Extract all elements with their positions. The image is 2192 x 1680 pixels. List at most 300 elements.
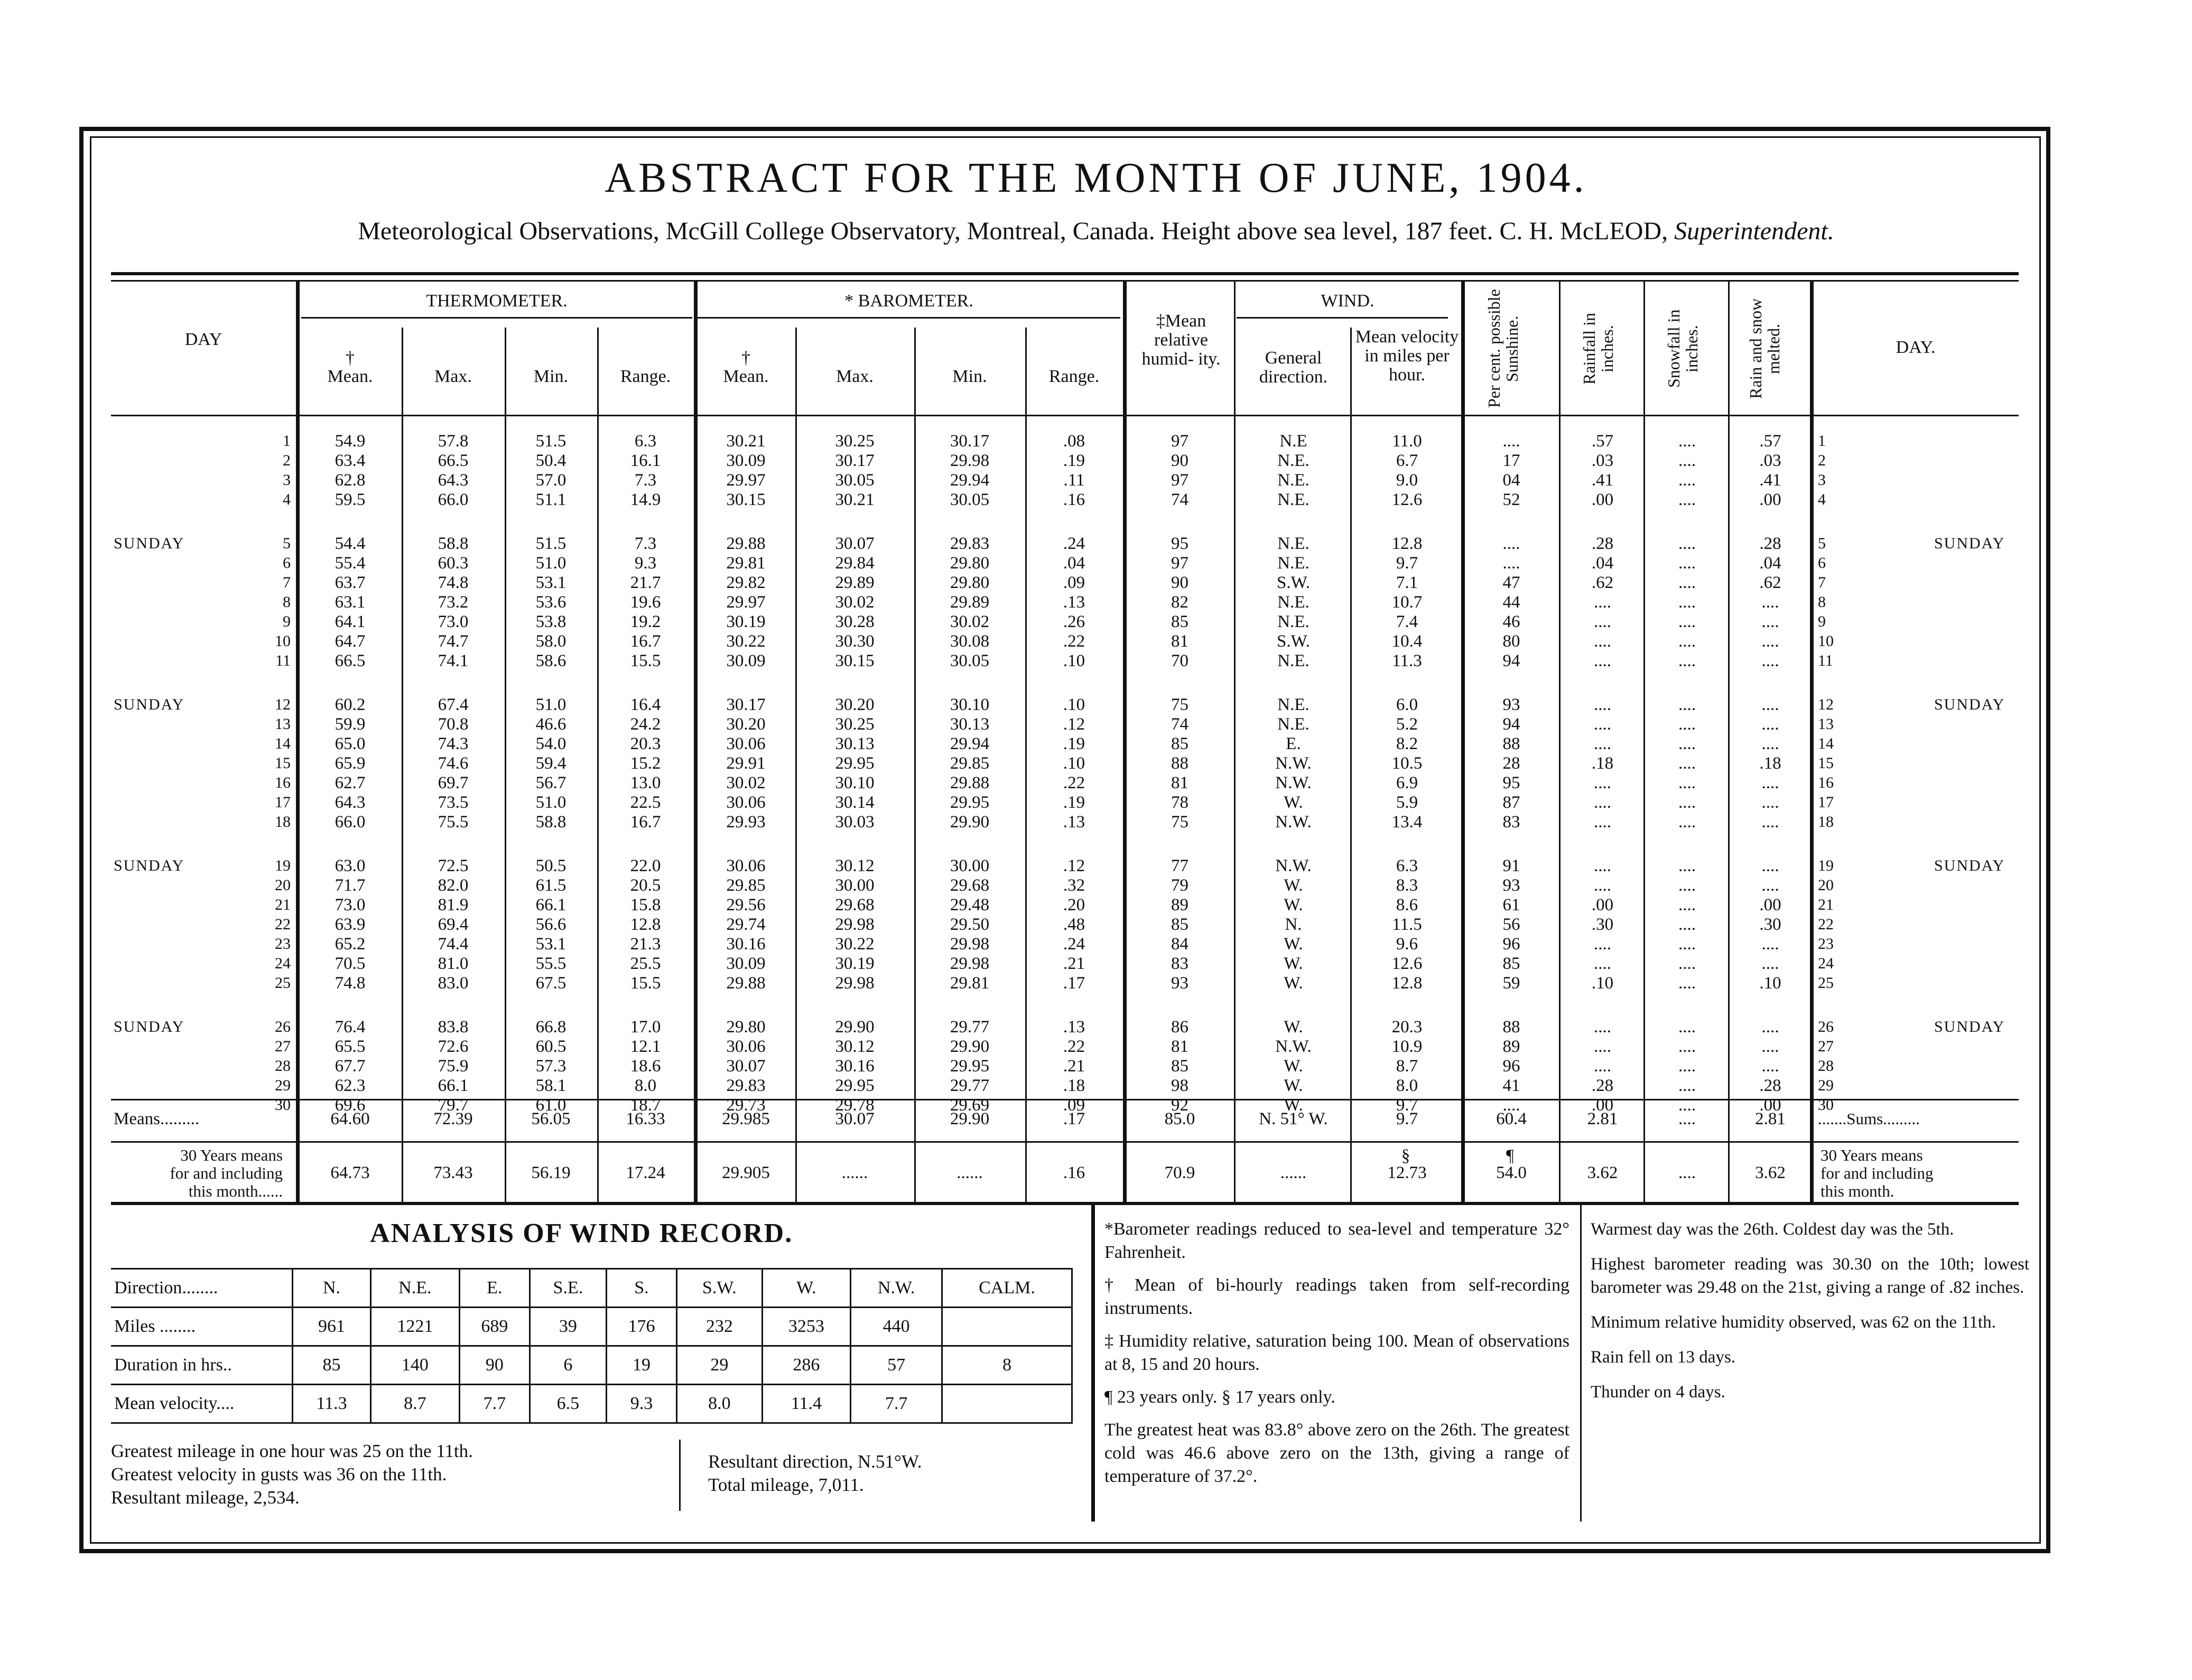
miles-cell: [942, 1308, 1072, 1346]
cell-tx: 74.3: [438, 734, 469, 753]
headers-cell: S.E.: [530, 1269, 606, 1308]
cell-h: 79: [1171, 876, 1188, 895]
cell-tm: 64.1: [335, 612, 366, 631]
cell-tx: 66.1: [438, 1076, 469, 1095]
cell-tr: 12.1: [630, 1037, 661, 1056]
cell-h: 98: [1171, 1076, 1188, 1095]
cell-rf: ....: [1594, 856, 1611, 875]
cell-wd: N.E.: [1277, 612, 1309, 631]
cell-br: .09: [1063, 1096, 1085, 1115]
day-number-right: 28: [1818, 1057, 1834, 1075]
page-title: ABSTRACT FOR THE MONTH OF JUNE, 1904.: [605, 155, 1587, 201]
wind-record-table: [111, 1268, 1073, 1424]
day-number: 2: [283, 452, 291, 469]
cell-bm: 30.06: [726, 734, 766, 753]
cell-bn: 29.98: [950, 935, 990, 954]
cell-bn: 29.90: [950, 813, 990, 832]
day-number: 29: [275, 1077, 291, 1094]
cell-bn: 30.05: [950, 490, 990, 509]
cell-bn: 30.00: [950, 856, 990, 875]
cell-bn: 29.95: [950, 793, 990, 812]
cell-tm: 67.7: [335, 1057, 366, 1076]
cell-tx: 79.7: [438, 1096, 469, 1115]
cell-br: .04: [1063, 554, 1085, 573]
cell-tn: 57.0: [535, 471, 566, 490]
cell-bm: 30.17: [726, 695, 766, 714]
cell-bm: 29.88: [726, 534, 766, 553]
cell-sf: ....: [1678, 715, 1696, 734]
cell-ss: 59: [1502, 974, 1520, 993]
cell-tr: 18.7: [630, 1096, 661, 1115]
cell-h: 90: [1171, 573, 1188, 592]
cell-tx: 66.5: [438, 451, 469, 470]
cell-rs: .41: [1759, 471, 1781, 490]
col-header-barometer: * BAROMETER.: [844, 291, 973, 311]
cell-tn: 50.5: [535, 856, 566, 875]
cell-tx: 64.3: [438, 471, 469, 490]
cell-tr: 18.6: [630, 1057, 661, 1076]
cell-br: .13: [1063, 593, 1085, 612]
cell-bn: 29.88: [950, 773, 990, 792]
cell-bm: 30.16: [726, 935, 766, 954]
sunday-label-right: SUNDAY: [1934, 1018, 2005, 1035]
cell-wd: N.W.: [1275, 754, 1312, 773]
cell-tr: 24.2: [630, 715, 661, 734]
wind-record-duration-row: [111, 1346, 1072, 1385]
cell-rs: .28: [1759, 1076, 1781, 1095]
resultant-mileage: Resultant mileage, 2,534.: [111, 1487, 300, 1508]
cell-ss: 61: [1502, 895, 1520, 914]
cell-tm: 54.9: [335, 432, 366, 451]
day-number-right: 2: [1818, 452, 1826, 469]
baro-mean-dagger: †: [741, 348, 750, 368]
cell-rs: ....: [1761, 695, 1779, 714]
cell-br: .19: [1063, 793, 1085, 812]
cell-tn: 66.1: [535, 895, 566, 914]
cell-wd: W.: [1284, 1018, 1303, 1037]
cell-bm: 29.81: [726, 554, 766, 573]
cell-tm: 60.2: [335, 695, 366, 714]
cell-br: .10: [1063, 695, 1085, 714]
col-header-sunshine: Per cent. possible Sunshine.: [1484, 289, 1521, 408]
cell-tx: 67.4: [438, 695, 469, 714]
years-sunshine-mark: ¶: [1506, 1146, 1514, 1165]
duration-cell: 140: [370, 1346, 459, 1385]
cell-h: 90: [1171, 451, 1188, 470]
note-barometer: *Barometer readings reduced to sea-level and temperature 32° Fahrenheit.: [1104, 1219, 1569, 1262]
cell-bx: 30.03: [835, 813, 875, 832]
day-number-right: 24: [1818, 955, 1834, 972]
cell-wv: 6.0: [1396, 695, 1418, 714]
cell-wd: S.W.: [1277, 573, 1310, 592]
cell-tn: 53.6: [535, 593, 566, 612]
cell-rs: .62: [1759, 573, 1781, 592]
cell-bn: 29.77: [950, 1076, 990, 1095]
cell-sf: ....: [1678, 632, 1696, 651]
cell-bm: 30.09: [726, 954, 766, 973]
day-number-right: 17: [1818, 794, 1834, 811]
col-header-thermo-mean: Mean.: [327, 367, 373, 386]
cell-tx: 60.3: [438, 554, 469, 573]
cell-tm: 65.0: [335, 734, 366, 753]
cell-bx: 30.25: [835, 432, 875, 451]
col-header-rain-snow: Rain and snow melted.: [1746, 298, 1783, 399]
col-header-snowfall: Snowfall in inches.: [1664, 309, 1701, 388]
cell-tx: 83.0: [438, 974, 469, 993]
cell-h: 85: [1171, 612, 1188, 631]
cell-wv: 9.7: [1396, 1096, 1418, 1115]
cell-wv: 5.9: [1396, 793, 1418, 812]
cell-tx: 73.0: [438, 612, 469, 631]
total-mileage: Total mileage, 7,011.: [708, 1474, 864, 1495]
cell-ss: ....: [1502, 534, 1520, 553]
cell-tn: 50.4: [535, 451, 566, 470]
header-rule-top: [111, 272, 2019, 275]
cell-rs: ....: [1761, 935, 1779, 954]
cell-rs: ....: [1761, 593, 1779, 612]
cell-bm: 29.74: [726, 915, 766, 934]
cell-wd: N.E.: [1277, 554, 1309, 573]
cell-tn: 61.5: [535, 876, 566, 895]
day-number-right: 10: [1818, 632, 1834, 650]
cell-sf: ....: [1678, 695, 1696, 714]
wind-record-miles-row: [111, 1308, 1072, 1346]
cell-br: .19: [1063, 451, 1085, 470]
cell-tr: 6.3: [634, 432, 657, 451]
cell-tm: 59.5: [335, 490, 366, 509]
col-header-day: DAY: [184, 330, 222, 349]
cell-h: 77: [1171, 856, 1188, 875]
velocity-cell: Mean velocity....: [111, 1385, 293, 1423]
cell-bx: 30.21: [835, 490, 875, 509]
cell-tr: 17.0: [630, 1018, 661, 1037]
cell-bm: 30.02: [726, 773, 766, 792]
day-number-right: 21: [1818, 896, 1834, 913]
cell-bn: 29.98: [950, 954, 990, 973]
cell-rf: .10: [1591, 974, 1614, 993]
cell-br: .32: [1063, 876, 1085, 895]
cell-h: 81: [1171, 1037, 1188, 1056]
means-tn: 56.05: [531, 1109, 571, 1128]
day-number: 5: [283, 535, 291, 552]
cell-wv: 12.8: [1391, 974, 1423, 993]
headers-cell: CALM.: [942, 1269, 1072, 1308]
cell-br: .21: [1063, 954, 1085, 973]
day-number-right: 7: [1818, 574, 1826, 591]
cell-rf: ....: [1594, 773, 1611, 792]
wind-record-velocity-row: [111, 1385, 1072, 1423]
cell-wv: 10.4: [1391, 632, 1423, 651]
col-divider: [1810, 280, 1814, 1202]
note-heat: The greatest heat was 83.8° above zero on the 26th. The greatest cold was 46.6 above zero on the 13th, giving a range of temperature of 37.2°.: [1104, 1420, 1569, 1486]
day-number: 10: [275, 632, 291, 650]
thirty-years-label: [114, 1146, 283, 1200]
cell-wv: 9.6: [1396, 935, 1418, 954]
sunday-label: SUNDAY: [114, 535, 185, 552]
cell-tx: 74.7: [438, 632, 469, 651]
col-header-humidity: ‡Mean relative humid- ity.: [1141, 311, 1221, 369]
cell-rf: .18: [1591, 754, 1614, 773]
cell-tn: 51.1: [535, 490, 566, 509]
cell-ss: 96: [1502, 1057, 1520, 1076]
cell-tm: 62.7: [335, 773, 366, 792]
day-number-right: 5: [1818, 535, 1826, 552]
duration-cell: 286: [762, 1346, 851, 1385]
day-number-right: 30: [1818, 1096, 1834, 1114]
cell-sf: ....: [1678, 490, 1696, 509]
cell-bm: 30.06: [726, 856, 766, 875]
cell-bx: 30.30: [835, 632, 875, 651]
cell-rf: ....: [1594, 876, 1611, 895]
cell-ss: ....: [1502, 554, 1520, 573]
cell-bm: 30.09: [726, 451, 766, 470]
cell-ss: ....: [1502, 1096, 1520, 1115]
cell-rf: .57: [1591, 432, 1614, 451]
cell-ss: ....: [1502, 432, 1520, 451]
cell-tx: 73.2: [438, 593, 469, 612]
cell-wd: N.E.: [1277, 593, 1309, 612]
cell-bn: 29.80: [950, 573, 990, 592]
cell-ss: 28: [1502, 754, 1520, 773]
cell-br: .22: [1063, 632, 1085, 651]
day-number-right: 4: [1818, 491, 1826, 508]
cell-rs: .00: [1759, 1096, 1781, 1115]
cell-bn: 29.80: [950, 554, 990, 573]
cell-tx: 70.8: [438, 715, 469, 734]
thirty-years-right-label: [1821, 1146, 1934, 1200]
day-number-right: 20: [1818, 876, 1834, 894]
cell-tx: 72.5: [438, 856, 469, 875]
cell-sf: ....: [1678, 954, 1696, 973]
cell-wd: N.E.: [1277, 451, 1309, 470]
years-rule: [111, 1141, 2019, 1143]
day-number: 11: [275, 652, 291, 669]
cell-wv: 7.1: [1396, 573, 1418, 592]
cell-tr: 7.3: [634, 471, 657, 490]
cell-rs: ....: [1761, 773, 1779, 792]
duration-cell: 57: [851, 1346, 942, 1385]
wind-note-right: [708, 1450, 922, 1497]
cell-h: 74: [1171, 715, 1188, 734]
cell-tn: 58.6: [535, 651, 566, 670]
cell-h: 82: [1171, 593, 1188, 612]
years-tn: 56.19: [531, 1163, 571, 1182]
cell-br: .20: [1063, 895, 1085, 914]
cell-wd: N.E.: [1277, 695, 1309, 714]
means-br: .17: [1063, 1109, 1085, 1128]
cell-rf: ....: [1594, 1018, 1611, 1037]
cell-br: .24: [1063, 935, 1085, 954]
cell-wd: W.: [1284, 974, 1303, 993]
sums-label: .......Sums.........: [1818, 1109, 1920, 1128]
cell-tm: 55.4: [335, 554, 366, 573]
cell-rf: ....: [1594, 1037, 1611, 1056]
day-number: 23: [275, 935, 291, 953]
cell-bx: 30.10: [835, 773, 875, 792]
cell-wd: W.: [1284, 935, 1303, 954]
cell-wd: W.: [1284, 895, 1303, 914]
duration-cell: 8: [942, 1346, 1072, 1385]
day-number: 16: [275, 774, 291, 791]
thermo-rule: [301, 317, 692, 319]
means-rs: 2.81: [1755, 1109, 1786, 1128]
cell-wd: E.: [1286, 734, 1301, 753]
col-divider: [1559, 280, 1561, 1202]
col-header-rainfall: Rainfall in inches.: [1580, 313, 1617, 385]
cell-wd: W.: [1284, 1076, 1303, 1095]
cell-bn: 29.94: [950, 734, 990, 753]
day-number-right: 15: [1818, 754, 1834, 772]
means-bx: 30.07: [835, 1109, 875, 1128]
day-number-right: 19: [1818, 857, 1834, 874]
col-header-day-right: DAY.: [1896, 338, 1936, 357]
cell-tm: 63.9: [335, 915, 366, 934]
day-number-right: 26: [1818, 1018, 1834, 1035]
day-number-right: 22: [1818, 916, 1834, 933]
cell-br: .16: [1063, 490, 1085, 509]
col-divider: [1643, 280, 1645, 1202]
cell-wv: 8.3: [1396, 876, 1418, 895]
cell-wv: 10.5: [1391, 754, 1423, 773]
duration-cell: 19: [606, 1346, 676, 1385]
col-header-baro-range: Range.: [1048, 367, 1100, 386]
cell-tr: 16.4: [630, 695, 661, 714]
cell-tn: 51.0: [535, 695, 566, 714]
cell-rs: .03: [1759, 451, 1781, 470]
cell-bx: 30.28: [835, 612, 875, 631]
cell-rf: .28: [1591, 534, 1614, 553]
cell-bm: 30.21: [726, 432, 766, 451]
sunday-label-right: SUNDAY: [1934, 857, 2005, 874]
cell-bm: 29.93: [726, 813, 766, 832]
cell-wv: 8.0: [1396, 1076, 1418, 1095]
cell-ss: 96: [1502, 935, 1520, 954]
cell-bx: 30.15: [835, 651, 875, 670]
day-number: 24: [275, 955, 291, 972]
cell-tr: 15.2: [630, 754, 661, 773]
cell-bm: 29.56: [726, 895, 766, 914]
cell-br: .11: [1063, 471, 1085, 490]
cell-sf: ....: [1678, 813, 1696, 832]
cell-wv: 6.9: [1396, 773, 1418, 792]
miles-cell: 440: [851, 1308, 942, 1346]
years-velocity-mark: §: [1401, 1146, 1410, 1165]
sunday-label: SUNDAY: [114, 696, 185, 713]
wind-note-left: [111, 1440, 473, 1509]
miles-cell: 961: [293, 1308, 371, 1346]
cell-bx: 30.13: [835, 734, 875, 753]
cell-sf: ....: [1678, 935, 1696, 954]
cell-h: 85: [1171, 734, 1188, 753]
sunday-label-right: SUNDAY: [1934, 535, 2005, 552]
cell-wv: 12.6: [1391, 490, 1423, 509]
cell-rf: .00: [1591, 1096, 1614, 1115]
means-label: Means.........: [114, 1109, 200, 1128]
cell-sf: ....: [1678, 1037, 1696, 1056]
cell-sf: ....: [1678, 1096, 1696, 1115]
cell-ss: 44: [1502, 593, 1520, 612]
col-header-baro-mean: Mean.: [723, 367, 769, 386]
cell-tr: 12.8: [630, 915, 661, 934]
years-h: 70.9: [1164, 1163, 1195, 1182]
cell-tr: 19.2: [630, 612, 661, 631]
day-number: 8: [283, 593, 291, 611]
years-bx: ......: [841, 1163, 868, 1182]
cell-wv: 12.6: [1391, 954, 1423, 973]
cell-tx: 58.8: [438, 534, 469, 553]
cell-sf: ....: [1678, 895, 1696, 914]
cell-tx: 75.9: [438, 1057, 469, 1076]
cell-tn: 58.0: [535, 632, 566, 651]
cell-bx: 29.89: [835, 573, 875, 592]
day-number-right: 13: [1818, 715, 1834, 733]
headers-cell: N.W.: [851, 1269, 942, 1308]
cell-bm: 29.82: [726, 573, 766, 592]
means-bn: 29.90: [950, 1109, 990, 1128]
cell-tn: 67.5: [535, 974, 566, 993]
cell-wv: 7.4: [1396, 612, 1418, 631]
day-number: 9: [283, 613, 291, 630]
resultant-direction: Resultant direction, N.51°W.: [708, 1451, 922, 1472]
years-tm: 64.73: [330, 1163, 370, 1182]
day-number: 20: [275, 876, 291, 894]
cell-tn: 66.8: [535, 1018, 566, 1037]
duration-cell: 85: [293, 1346, 371, 1385]
headers-cell: S.: [606, 1269, 676, 1308]
cell-bx: 30.17: [835, 451, 875, 470]
cell-bn: 29.94: [950, 471, 990, 490]
cell-wd: W.: [1284, 1057, 1303, 1076]
cell-h: 92: [1171, 1096, 1188, 1115]
cell-h: 86: [1171, 1018, 1188, 1037]
cell-tr: 14.9: [630, 490, 661, 509]
cell-rf: ....: [1594, 813, 1611, 832]
cell-br: .10: [1063, 754, 1085, 773]
cell-rf: .28: [1591, 1076, 1614, 1095]
baro-rule: [698, 317, 1120, 319]
cell-wd: W.: [1284, 1096, 1303, 1115]
day-number: 21: [275, 896, 291, 913]
day-number: 27: [275, 1038, 291, 1055]
cell-tn: 51.5: [535, 534, 566, 553]
cell-sf: ....: [1678, 554, 1696, 573]
cell-rf: ....: [1594, 651, 1611, 670]
cell-rf: ....: [1594, 632, 1611, 651]
cell-bm: 30.06: [726, 1037, 766, 1056]
cell-bx: 30.02: [835, 593, 875, 612]
cell-tm: 70.5: [335, 954, 366, 973]
cell-bn: 30.02: [950, 612, 990, 631]
cell-sf: ....: [1678, 876, 1696, 895]
day-number: 18: [275, 813, 291, 830]
cell-wv: 5.2: [1396, 715, 1418, 734]
cell-wd: N.E: [1279, 432, 1307, 451]
years-wv: 12.73: [1387, 1163, 1427, 1182]
summary-notes: [1591, 1218, 2029, 1404]
cell-tr: 15.5: [630, 974, 661, 993]
cell-wd: W.: [1284, 954, 1303, 973]
table-rule-bottom: [111, 1202, 2019, 1205]
cell-bn: 30.08: [950, 632, 990, 651]
cell-bn: 30.17: [950, 432, 990, 451]
velocity-cell: [942, 1385, 1072, 1423]
cell-br: .19: [1063, 734, 1085, 753]
cell-tn: 57.3: [535, 1057, 566, 1076]
cell-wv: 12.8: [1391, 534, 1423, 553]
cell-rs: .00: [1759, 895, 1781, 914]
col-header-thermometer: THERMOMETER.: [426, 291, 568, 311]
cell-tm: 76.4: [335, 1018, 366, 1037]
